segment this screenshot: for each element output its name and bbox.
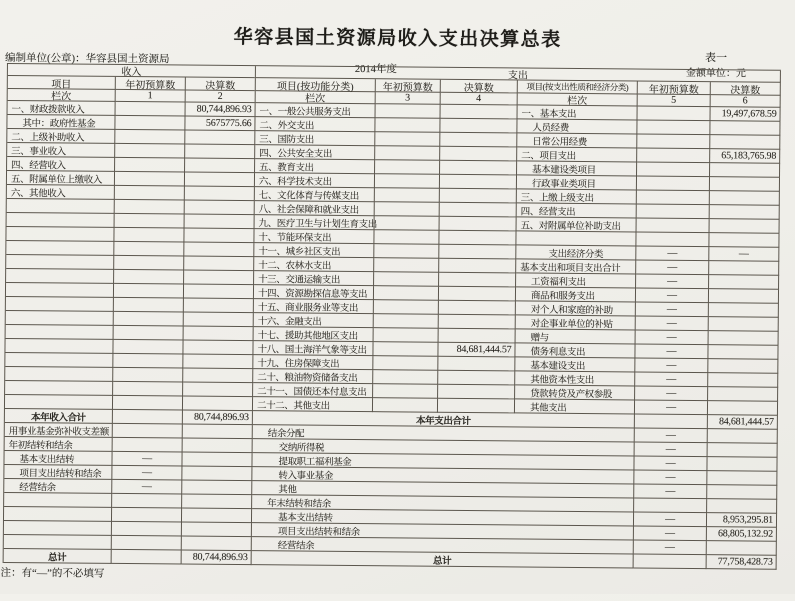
function-final-cell [440,203,517,218]
economic-budget-cell [637,204,710,219]
function-item-cell: 四、公共安全支出 [255,145,375,160]
income-item-cell [4,507,112,522]
economic-final-cell: — [709,247,779,262]
economic-final-cell [709,303,779,318]
income-final-cell: 80,744,896.93 [183,411,253,426]
income-item-cell [4,521,112,536]
column-header: 项目 [8,76,116,90]
function-item-cell: 十五、商业服务业等支出 [254,299,374,314]
function-item-cell: 二十、粮油物资储备支出 [253,369,373,384]
income-budget-cell [115,214,185,229]
function-budget-cell [373,370,438,385]
expenditure-summary-budget-cell [634,554,707,569]
income-item-cell [4,535,112,550]
economic-budget-cell: — [636,330,709,345]
income-item-cell: 总计 [4,549,112,564]
function-budget-cell [375,132,440,147]
economic-item-cell: 四、经营支出 [517,203,637,218]
income-budget-cell [113,368,183,383]
column-number-cell: 4 [441,93,518,106]
income-final-cell [182,523,252,538]
function-final-cell [440,161,517,176]
economic-item-cell: 商品和服务支出 [516,287,636,302]
function-item-cell: 十、节能环保支出 [254,229,374,244]
income-final-cell [183,369,253,384]
economic-budget-cell [637,190,710,205]
function-budget-cell [374,244,439,259]
function-final-cell [439,231,516,246]
economic-item-cell: 其他资本性支出 [515,371,635,386]
column-header: 年初预算数 [116,77,186,91]
economic-final-cell [710,205,780,220]
function-final-cell [439,315,516,330]
function-final-cell [439,259,516,274]
income-item-cell [5,353,113,368]
function-final-cell [438,357,515,372]
income-budget-cell [115,144,185,159]
income-item-cell [6,255,114,270]
income-item-cell: 一、财政拨款收入 [8,101,116,116]
income-final-cell [182,509,252,524]
economic-item-cell: 一、基本支出 [518,105,638,120]
function-item-cell: 二十二、其他支出 [253,397,373,412]
function-item-cell: 十八、国土海洋气象等支出 [253,341,373,356]
income-budget-cell [114,326,184,341]
income-final-cell [183,439,253,454]
expenditure-summary-final-cell: 77,758,428.73 [707,555,777,570]
economic-final-cell [710,177,780,192]
economic-item-cell: 基本支出和项目支出合计 [516,259,636,274]
income-item-cell [6,297,114,312]
expenditure-summary-label-cell: 转入事业基金 [252,467,634,484]
income-item-cell [6,325,114,340]
income-budget-cell [113,438,183,453]
economic-item-cell: 二、项目支出 [517,147,637,162]
income-final-cell [184,313,254,328]
economic-budget-cell [637,134,710,149]
income-final-cell [182,467,252,482]
income-item-cell: 年初结转和结余 [5,437,113,452]
function-budget-cell [373,342,438,357]
function-item-cell: 八、社会保障和就业支出 [255,201,375,216]
column-number-cell: 6 [711,95,781,108]
economic-budget-cell: — [636,302,709,317]
expenditure-summary-budget-cell: — [635,442,708,457]
income-budget-cell [116,102,186,117]
function-item-cell: 十六、金融支出 [254,313,374,328]
income-budget-cell [112,494,182,509]
income-budget-cell [115,116,185,131]
income-budget-cell [114,228,184,243]
function-item-cell: 十二、农林水支出 [254,257,374,272]
income-final-cell [184,243,254,258]
income-final-cell [185,173,255,188]
economic-final-cell [709,317,779,332]
income-item-cell [5,395,113,410]
economic-budget-cell: — [635,358,708,373]
economic-item-cell: 五、对附属单位补助支出 [517,217,637,232]
income-final-cell [182,537,252,552]
economic-item-cell: 工资福利支出 [516,273,636,288]
income-budget-cell: — [112,480,182,495]
economic-budget-cell: — [635,372,708,387]
economic-item-cell: 贷款转贷及产权参股 [515,385,635,400]
economic-final-cell [708,345,778,360]
income-item-cell [6,241,114,256]
income-item-cell: 项目支出结转和结余 [4,465,112,480]
function-budget-cell [375,216,440,231]
income-final-cell [184,257,254,272]
economic-item-cell [516,231,636,246]
income-item-cell [6,283,114,298]
function-budget-cell [373,398,438,413]
column-header: 年初预算数 [376,79,441,93]
income-final-cell: 80,744,896.93 [186,103,256,118]
expenditure-summary-budget-cell: — [634,484,707,499]
function-budget-cell [373,356,438,371]
function-item-cell: 十一、城乡社区支出 [254,243,374,258]
expenditure-summary-budget-cell [635,414,708,429]
income-item-cell: 三、事业收入 [7,143,115,158]
income-budget-cell [115,158,185,173]
expenditure-section-header: 支出 [256,66,781,83]
function-item-cell: 七、文化体育与传媒支出 [255,187,375,202]
economic-budget-cell: — [636,316,709,331]
decision-summary-table [3,63,781,570]
function-final-cell [438,385,515,400]
income-final-cell [184,229,254,244]
function-item-cell: 六、科学技术支出 [255,173,375,188]
expenditure-summary-final-cell [707,499,777,514]
economic-item-cell: 对个人和家庭的补助 [516,301,636,316]
function-final-cell [440,217,517,232]
economic-item-cell: 其他支出 [515,399,635,414]
function-final-cell [438,371,515,386]
income-final-cell: 80,744,896.93 [182,551,252,566]
function-budget-cell [375,160,440,175]
income-budget-cell [115,200,185,215]
expenditure-summary-label-cell: 总计 [252,551,634,568]
function-item-cell: 十四、资源勘探信息等支出 [254,285,374,300]
column-number-cell: 3 [376,92,441,105]
income-budget-cell [113,410,183,425]
function-budget-cell [375,188,440,203]
income-item-cell [5,339,113,354]
expenditure-summary-label-cell: 项目支出结转和结余 [252,523,634,540]
amount-unit-label: 金额单位：元 [685,67,746,80]
income-final-cell [185,145,255,160]
expenditure-summary-label-cell: 年末结转和结余 [252,495,634,512]
function-final-cell [440,119,517,134]
function-item-cell: 二、外交支出 [255,117,375,132]
function-final-cell [439,287,516,302]
expenditure-summary-budget-cell [634,498,707,513]
economic-item-cell: 基本建设类项目 [517,161,637,176]
income-budget-cell [112,536,182,551]
income-budget-cell: — [112,452,182,467]
lanci-cell: 栏次 [256,91,376,104]
income-final-cell [182,495,252,510]
income-budget-cell [114,242,184,257]
function-item-cell: 九、医疗卫生与计划生育支出 [255,215,375,230]
expenditure-summary-budget-cell: — [634,456,707,471]
function-budget-cell [375,174,440,189]
income-section-header: 收入 [8,64,256,78]
function-item-cell: 二十一、国债还本付息支出 [253,383,373,398]
income-item-cell: 二、上级补助收入 [7,129,115,144]
function-final-cell [439,245,516,260]
economic-final-cell: 19,497,678.59 [710,107,780,122]
function-final-cell [440,147,517,162]
function-budget-cell [375,202,440,217]
economic-budget-cell [637,176,710,191]
income-final-cell [182,453,252,468]
income-budget-cell [112,508,182,523]
expenditure-summary-final-cell: 84,681,444.57 [708,415,778,430]
expenditure-summary-final-cell [707,457,777,472]
income-final-cell [184,271,254,286]
economic-final-cell [709,289,779,304]
function-item-cell: 五、教育支出 [255,159,375,174]
function-final-cell [439,301,516,316]
economic-final-cell [709,331,779,346]
function-budget-cell [375,118,440,133]
income-budget-cell [114,284,184,299]
expenditure-summary-budget-cell: — [634,540,707,555]
economic-budget-cell: — [636,274,709,289]
economic-budget-cell: — [635,344,708,359]
income-budget-cell [114,270,184,285]
function-budget-cell [373,384,438,399]
economic-item-cell: 人员经费 [517,119,637,134]
income-item-cell: 五、附属单位上缴收入 [7,171,115,186]
expenditure-summary-label-cell: 提取职工福利基金 [252,453,634,470]
economic-final-cell [710,191,780,206]
column-header: 项目(按支出性质和经济分类) [518,80,638,94]
prepared-by-label: 编制单位(公章)：华容县国土资源局 [4,52,170,66]
income-budget-cell [113,340,183,355]
economic-budget-cell [637,106,710,121]
column-number-cell: 5 [638,94,711,107]
function-budget-cell [374,286,439,301]
economic-final-cell [710,135,780,150]
income-final-cell [185,201,255,216]
function-item-cell: 十九、住房保障支出 [253,355,373,370]
income-item-cell: 六、其他收入 [7,185,115,200]
income-budget-cell [113,396,183,411]
income-final-cell [183,397,253,412]
income-budget-cell [114,256,184,271]
function-final-cell: 84,681,444.57 [438,343,515,358]
economic-budget-cell [637,148,710,163]
income-budget-cell [114,312,184,327]
income-budget-cell [115,130,185,145]
economic-item-cell: 赠与 [516,329,636,344]
economic-budget-cell: — [636,260,709,275]
economic-final-cell [709,233,779,248]
economic-item-cell: 基本建设支出 [515,357,635,372]
economic-final-cell [708,359,778,374]
function-budget-cell [374,230,439,245]
economic-final-cell [709,275,779,290]
income-budget-cell [112,550,182,565]
column-header: 决算数 [186,78,256,92]
column-header: 项目(按功能分类) [256,78,376,92]
expenditure-summary-final-cell [707,485,777,500]
income-item-cell: 四、经营收入 [7,157,115,172]
economic-item-cell: 行政事业类项目 [517,175,637,190]
income-item-cell [4,493,112,508]
economic-budget-cell [637,218,710,233]
economic-final-cell [709,261,779,276]
income-final-cell [185,131,255,146]
income-item-cell [7,199,115,214]
function-budget-cell [376,104,441,119]
economic-final-cell [708,373,778,388]
income-budget-cell [113,382,183,397]
expenditure-summary-final-cell [708,429,778,444]
economic-item-cell: 支出经济分类 [516,245,636,260]
income-final-cell [183,341,253,356]
function-budget-cell [374,314,439,329]
function-budget-cell [374,328,439,343]
expenditure-summary-budget-cell: — [634,512,707,527]
page-title: 华容县国土资源局收入支出决算总表 [233,26,562,51]
economic-budget-cell: — [636,288,709,303]
income-item-cell [5,381,113,396]
expenditure-summary-label-cell: 结余分配 [253,425,635,442]
function-final-cell [440,133,517,148]
income-item-cell: 本年收入合计 [5,409,113,424]
economic-final-cell [710,121,780,136]
column-header: 决算数 [711,82,781,96]
column-header: 决算数 [441,80,518,94]
income-budget-cell [114,298,184,313]
economic-final-cell [708,387,778,402]
function-final-cell [439,329,516,344]
economic-budget-cell: — [636,246,709,261]
economic-item-cell: 对企事业单位的补贴 [516,315,636,330]
expenditure-summary-label-cell: 基本支出结转 [252,509,634,526]
income-item-cell [7,213,115,228]
expenditure-summary-final-cell: 68,805,132.92 [707,527,777,542]
income-item-cell [6,269,114,284]
function-item-cell: 一、一般公共服务支出 [256,103,376,118]
income-budget-cell [113,424,183,439]
expenditure-summary-label-cell: 本年支出合计 [253,411,635,428]
economic-final-cell [710,219,780,234]
expenditure-summary-budget-cell: — [634,526,707,541]
income-budget-cell [115,172,185,187]
economic-budget-cell [636,232,709,247]
expenditure-summary-label-cell: 经营结余 [252,537,634,554]
expenditure-summary-final-cell [707,471,777,486]
income-final-cell [183,425,253,440]
function-budget-cell [374,300,439,315]
column-header: 年初预算数 [638,81,711,95]
economic-item-cell: 日常公用经费 [517,133,637,148]
income-item-cell [6,311,114,326]
expenditure-summary-label-cell: 其他 [252,481,634,498]
income-item-cell: 其中：政府性基金 [7,115,115,130]
economic-item-cell: 债务利息支出 [515,343,635,358]
function-item-cell: 十三、交通运输支出 [254,271,374,286]
income-final-cell [185,187,255,202]
income-budget-cell: — [112,466,182,481]
column-number-cell: 2 [186,91,256,104]
function-final-cell [440,189,517,204]
income-final-cell [184,285,254,300]
expenditure-summary-budget-cell: — [635,428,708,443]
function-budget-cell [374,258,439,273]
income-final-cell: 5675775.66 [185,117,255,132]
column-number-cell: 1 [116,90,186,103]
economic-budget-cell [637,162,710,177]
income-item-cell: 经营结余 [4,479,112,494]
economic-budget-cell [637,120,710,135]
income-final-cell [185,215,255,230]
income-item-cell: 基本支出结转 [4,451,112,466]
function-budget-cell [375,146,440,161]
income-budget-cell [115,186,185,201]
income-final-cell [184,299,254,314]
economic-budget-cell: — [635,400,708,415]
lanci-cell: 栏次 [8,89,116,102]
economic-final-cell: 65,183,765.98 [710,149,780,164]
income-item-cell: 用事业基金弥补收支差额 [5,423,113,438]
income-final-cell [182,481,252,496]
expenditure-summary-final-cell [707,541,777,556]
income-item-cell [6,227,114,242]
economic-budget-cell: — [635,386,708,401]
expenditure-summary-budget-cell: — [634,470,707,485]
function-item-cell: 三、国防支出 [255,131,375,146]
income-item-cell [5,367,113,382]
function-final-cell [440,175,517,190]
income-budget-cell [113,354,183,369]
income-final-cell [183,355,253,370]
footnote: 注：有“—”的不必填写 [0,567,105,580]
expenditure-summary-label-cell: 交纳所得税 [253,439,635,456]
economic-final-cell [708,401,778,416]
fiscal-year-label: 2014年度 [354,64,397,76]
income-budget-cell [112,522,182,537]
expenditure-summary-final-cell: 8,953,295.81 [707,513,777,528]
lanci-cell: 栏次 [518,93,638,106]
table-number-label: 表一 [704,52,728,65]
economic-final-cell [710,163,780,178]
economic-item-cell: 三、上缴上级支出 [517,189,637,204]
function-final-cell [441,105,518,120]
function-final-cell [439,273,516,288]
expenditure-summary-final-cell [708,443,778,458]
income-final-cell [183,383,253,398]
income-final-cell [184,327,254,342]
function-item-cell: 十七、援助其他地区支出 [254,327,374,342]
function-final-cell [438,399,515,414]
income-final-cell [185,159,255,174]
function-budget-cell [374,272,439,287]
